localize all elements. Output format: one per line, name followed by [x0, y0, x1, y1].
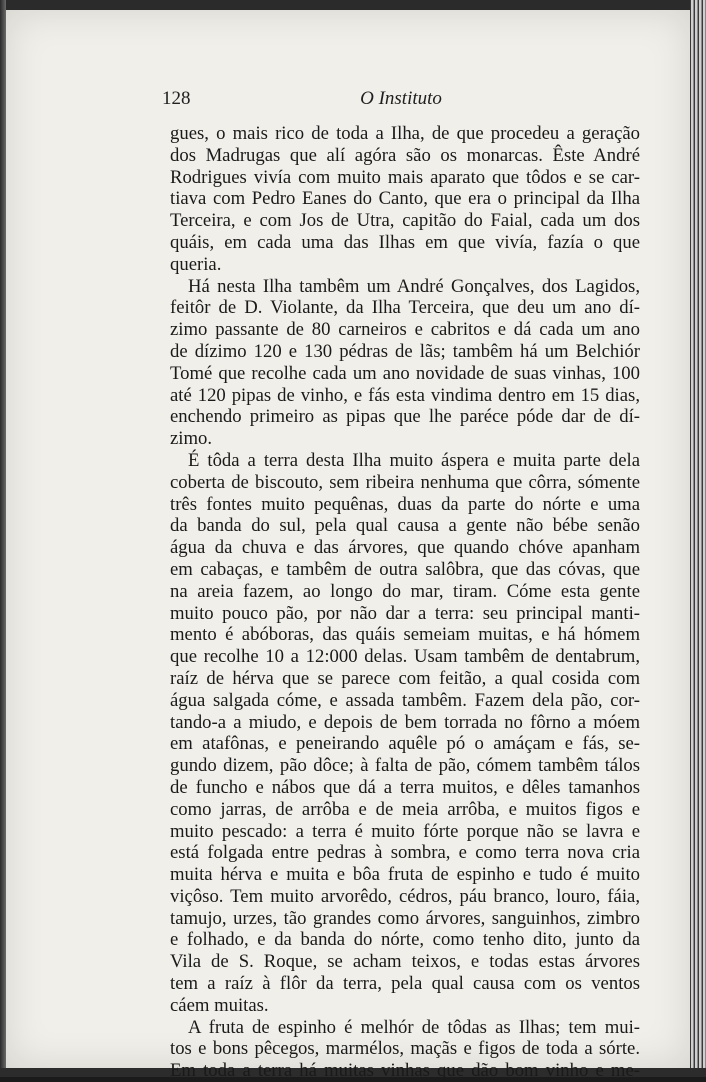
text-line: tem a raíz à flôr da terra, pela qual causa com os ventos — [170, 973, 640, 995]
text-line: zimo passante de 80 carneiros e cabritos e dá cada um ano — [170, 319, 640, 341]
text-line: Terceira, e com Jos de Utra, capitão do Faial, cada um dos — [170, 210, 640, 232]
text-line: tos e bons pêcegos, marmélos, maçãs e figos de toda a sórte. — [170, 1038, 640, 1060]
text-line: de funcho e nábos que dá a terra muitos, e dêles tamanhos — [170, 777, 640, 799]
text-line: enchendo primeiro as pipas que lhe paréce póde dar de dí- — [170, 406, 640, 428]
text-line: da banda do sul, pela qual causa a gente não bébe senão — [170, 515, 640, 537]
text-line: como jarras, de arrôba e de meia arrôba, e muitos figos e — [170, 799, 640, 821]
running-title: O Instituto — [162, 88, 640, 110]
text-line: em atafônas, e peneirando aquêle pó o amáçam e fás, se- — [170, 733, 640, 755]
text-line: raíz de hérva que se parece com feitão, a qual cosida com — [170, 668, 640, 690]
text-line: zimo. — [170, 428, 640, 450]
text-line: queria. — [170, 254, 640, 276]
text-line: Tomé que recolhe cada um ano novidade de suas vinhas, 100 — [170, 363, 640, 385]
text-line: A fruta de espinho é melhór de tôdas as Ilhas; tem mui- — [170, 1017, 640, 1039]
text-line: dos Madrugas que alí agóra são os monarcas. Êste André — [170, 145, 640, 167]
body-text — [170, 123, 640, 1082]
text-line: Em toda a terra há muitas vinhas que dão bom vinho e me- — [170, 1060, 640, 1082]
text-line: em cabaças, e tambêm de outra salôbra, que das cóvas, que — [170, 559, 640, 581]
text-line: e folhado, e da banda do nórte, como tenho dito, junto da — [170, 929, 640, 951]
book-page-edges — [690, 0, 706, 1077]
text-line: está folgada entre pedras à sombra, e como terra nova cria — [170, 842, 640, 864]
text-line: gues, o mais rico de toda a Ilha, de que procedeu a geração — [170, 123, 640, 145]
text-line: cáem muitas. — [170, 995, 640, 1017]
text-line: até 120 pipas de vinho, e fás esta vindima dentro em 15 dias, — [170, 385, 640, 407]
text-line: três fontes muito pequênas, duas da parte do nórte e uma — [170, 494, 640, 516]
text-line: Rodrigues vivía com muito mais aparato que tôdos e se car- — [170, 167, 640, 189]
text-line: viçôso. Tem muito arvorêdo, cédros, páu branco, louro, fáia, — [170, 886, 640, 908]
text-line: muito pescado: a terra é muito fórte porque não se lavra e — [170, 821, 640, 843]
text-line: água da chuva e das árvores, que quando chóve apanham — [170, 537, 640, 559]
text-line: que recolhe 10 a 12:000 delas. Usam tambêm de dentabrum, — [170, 646, 640, 668]
page-number: 128 — [162, 88, 191, 110]
text-line: É tôda a terra desta Ilha muito áspera e muita parte dela — [170, 450, 640, 472]
page-header — [162, 88, 640, 114]
text-line: tando-a a miudo, e depois de bem torrada no fôrno a móem — [170, 712, 640, 734]
text-line: mento é abóboras, das quáis semeiam muitas, e há hómem — [170, 624, 640, 646]
text-line: quáis, em cada uma das Ilhas em que vivía, fazía o que — [170, 232, 640, 254]
text-line: tiava com Pedro Eanes do Canto, que era o principal da Ilha — [170, 188, 640, 210]
text-line: muita hérva e muita e bôa fruta de espinho e tudo é muito — [170, 864, 640, 886]
text-line: feitôr de D. Violante, da Ilha Terceira, que deu um ano dí- — [170, 297, 640, 319]
text-line: Há nesta Ilha tambêm um André Gonçalves, dos Lagidos, — [170, 276, 640, 298]
text-line: Vila de S. Roque, se acham teixos, e todas estas árvores — [170, 951, 640, 973]
text-line: água salgada cóme, e assada tambêm. Fazem dela pão, cor- — [170, 690, 640, 712]
text-line: coberta de biscouto, sem ribeira nenhuma que côrra, sómente — [170, 472, 640, 494]
text-line: gundo dizem, pão dôce; à falta de pão, cómem tambêm tálos — [170, 755, 640, 777]
text-line: na areia fazem, ao longo do mar, tiram. Cóme esta gente — [170, 581, 640, 603]
scan-top-edge — [0, 0, 706, 10]
text-line: de dízimo 120 e 130 pédras de lãs; tambêm há um Belchiór — [170, 341, 640, 363]
text-line: tamujo, urzes, tão grandes como árvores, sanguinhos, zimbro — [170, 908, 640, 930]
text-line: muito pouco pão, por não dar a terra: seu principal manti- — [170, 603, 640, 625]
